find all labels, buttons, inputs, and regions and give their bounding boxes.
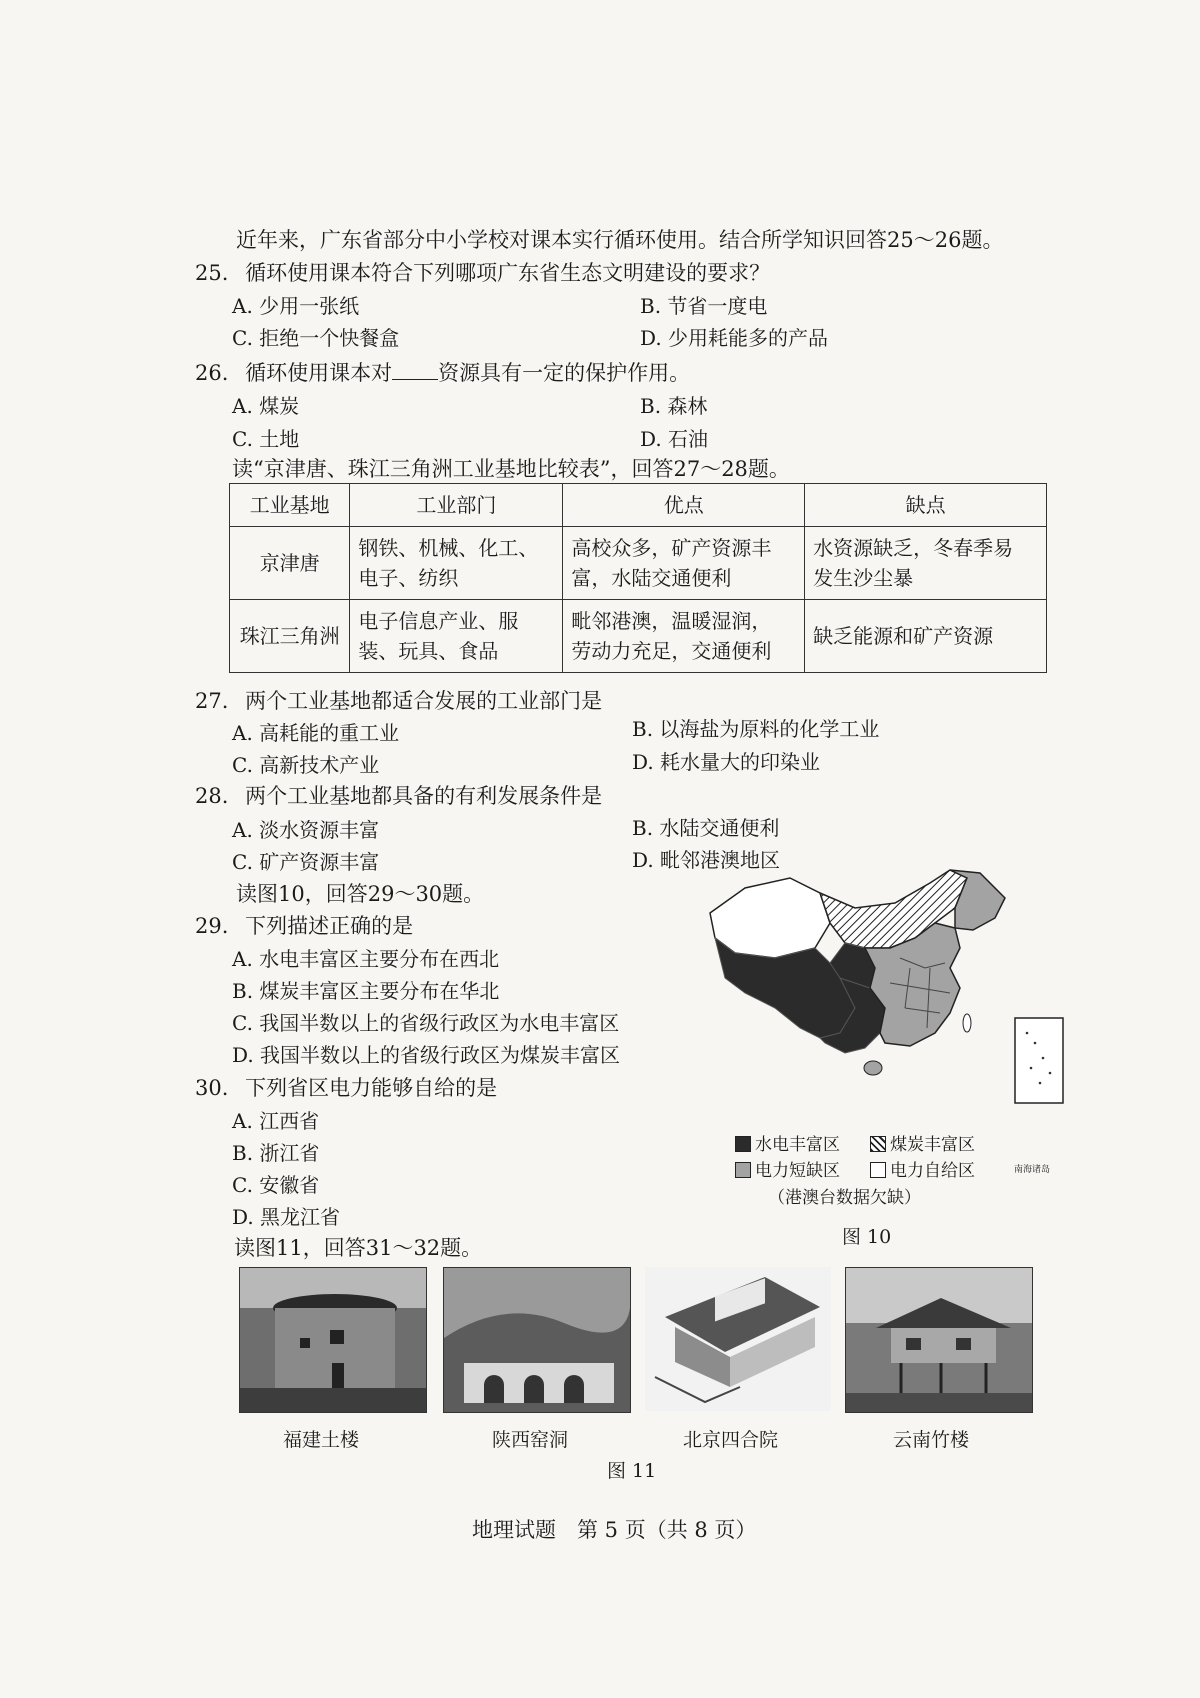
option-27d[interactable]: D. 耗水量大的印染业 bbox=[632, 750, 821, 774]
region-taiwan bbox=[963, 1014, 971, 1032]
question-stem-start: 循环使用课本对 bbox=[245, 361, 393, 385]
question-28 bbox=[195, 780, 602, 810]
legend-swatch bbox=[735, 1162, 751, 1178]
intro-31-32: 读图11，回答31～32题。 bbox=[234, 1236, 483, 1260]
table-header: 工业部门 bbox=[350, 484, 563, 527]
option-28c[interactable]: C. 矿产资源丰富 bbox=[232, 850, 380, 874]
option-28d[interactable]: D. 毗邻港澳地区 bbox=[632, 848, 781, 872]
table-row bbox=[230, 527, 1047, 600]
cell-line: 毗邻港澳，温暖湿润， bbox=[571, 609, 772, 633]
legend-label: 煤炭丰富区 bbox=[890, 1135, 975, 1155]
intro-29-30: 读图10，回答29～30题。 bbox=[236, 882, 485, 906]
photo-yunnan-bamboo-house bbox=[845, 1267, 1033, 1413]
option-25b[interactable]: B. 节省一度电 bbox=[640, 294, 768, 318]
question-number: 27. bbox=[195, 689, 229, 713]
cell-line: 水资源缺乏，冬春季易 bbox=[813, 536, 1014, 560]
legend-swatch bbox=[870, 1136, 886, 1152]
question-stem: 两个工业基地都适合发展的工业部门是 bbox=[245, 689, 603, 713]
answer-blank[interactable] bbox=[392, 361, 438, 380]
photo-shaanxi-cave bbox=[443, 1267, 631, 1413]
question-25 bbox=[195, 257, 770, 287]
option-27c[interactable]: C. 高新技术产业 bbox=[232, 753, 380, 777]
table-cell-sectors bbox=[350, 527, 563, 600]
legend-label: 水电丰富区 bbox=[755, 1135, 840, 1155]
intro-27-28: 读“京津唐、珠江三角洲工业基地比较表”，回答27～28题。 bbox=[232, 457, 790, 481]
legend-label: 电力短缺区 bbox=[755, 1161, 840, 1181]
option-25d[interactable]: D. 少用耗能多的产品 bbox=[640, 326, 829, 350]
legend-item-coal bbox=[870, 1130, 975, 1155]
option-30b[interactable]: B. 浙江省 bbox=[232, 1141, 320, 1165]
table-header: 缺点 bbox=[805, 484, 1047, 527]
cell-line: 劳动力充足，交通便利 bbox=[571, 639, 772, 663]
question-27 bbox=[195, 685, 602, 715]
option-26b[interactable]: B. 森林 bbox=[640, 394, 708, 418]
question-stem: 两个工业基地都具备的有利发展条件是 bbox=[245, 784, 603, 808]
bamboo-house-image bbox=[846, 1268, 1032, 1412]
option-25c[interactable]: C. 拒绝一个快餐盒 bbox=[232, 326, 400, 350]
cell-line: 发生沙尘暴 bbox=[813, 566, 914, 590]
legend-swatch bbox=[870, 1162, 886, 1178]
option-26d[interactable]: D. 石油 bbox=[640, 427, 709, 451]
question-stem: 下列省区电力能够自给的是 bbox=[245, 1076, 498, 1100]
photo-label: 北京四合院 bbox=[683, 1429, 779, 1451]
cell-line: 高校众多，矿产资源丰 bbox=[571, 536, 772, 560]
legend-item-shortage bbox=[735, 1156, 840, 1181]
question-number: 25. bbox=[195, 261, 229, 285]
option-27b[interactable]: B. 以海盐为原料的化学工业 bbox=[632, 717, 880, 741]
question-stem: 下列描述正确的是 bbox=[245, 914, 414, 938]
cell-line: 电子信息产业、服 bbox=[358, 609, 519, 633]
question-number: 28. bbox=[195, 784, 229, 808]
option-28a[interactable]: A. 淡水资源丰富 bbox=[232, 818, 380, 842]
table-header: 工业基地 bbox=[230, 484, 350, 527]
cell-line: 装、玩具、食品 bbox=[358, 639, 499, 663]
table-cell-sectors bbox=[350, 600, 563, 673]
cell-line: 电子、纺织 bbox=[358, 566, 459, 590]
question-29 bbox=[195, 910, 413, 940]
inset-label: 南海诸岛 bbox=[1014, 1165, 1051, 1175]
china-electricity-map bbox=[705, 868, 1065, 1118]
option-26a[interactable]: A. 煤炭 bbox=[232, 394, 300, 418]
figure-10-caption: 图 10 bbox=[842, 1226, 892, 1248]
table-row bbox=[230, 600, 1047, 673]
question-number: 26. bbox=[195, 361, 229, 385]
table-cell-base: 珠江三角洲 bbox=[230, 600, 350, 673]
cell-line: 钢铁、机械、化工、 bbox=[358, 536, 539, 560]
table-header: 优点 bbox=[563, 484, 805, 527]
legend-item-self bbox=[870, 1156, 975, 1181]
option-26c[interactable]: C. 土地 bbox=[232, 427, 300, 451]
industrial-base-table bbox=[229, 483, 1047, 673]
option-30a[interactable]: A. 江西省 bbox=[232, 1109, 320, 1133]
option-28b[interactable]: B. 水陆交通便利 bbox=[632, 816, 780, 840]
question-stem-end: 资源具有一定的保护作用。 bbox=[438, 361, 691, 385]
photo-beijing-siheyuan bbox=[645, 1267, 831, 1411]
question-30 bbox=[195, 1072, 497, 1102]
page-footer: 地理试题 第 5 页（共 8 页） bbox=[472, 1518, 757, 1542]
figure-11-caption: 图 11 bbox=[607, 1460, 657, 1482]
tulou-image bbox=[240, 1268, 426, 1412]
table-header-row bbox=[230, 484, 1047, 527]
photo-fujian-tulou bbox=[239, 1267, 427, 1413]
photo-label: 云南竹楼 bbox=[893, 1429, 970, 1451]
map-note: （港澳台数据欠缺） bbox=[768, 1188, 921, 1208]
question-stem: 循环使用课本符合下列哪项广东省生态文明建设的要求？ bbox=[245, 261, 771, 285]
option-25a[interactable]: A. 少用一张纸 bbox=[232, 294, 360, 318]
question-number: 29. bbox=[195, 914, 229, 938]
option-30d[interactable]: D. 黑龙江省 bbox=[232, 1205, 341, 1229]
table-cell-base: 京津唐 bbox=[230, 527, 350, 600]
cave-dwelling-image bbox=[444, 1268, 630, 1412]
option-29a[interactable]: A. 水电丰富区主要分布在西北 bbox=[232, 947, 500, 971]
cell-line: 缺乏能源和矿产资源 bbox=[813, 624, 994, 648]
table-cell-disadvantages bbox=[805, 600, 1047, 673]
photo-label: 陕西窑洞 bbox=[492, 1429, 569, 1451]
region-northwest bbox=[710, 878, 830, 958]
option-29c[interactable]: C. 我国半数以上的省级行政区为水电丰富区 bbox=[232, 1011, 620, 1035]
option-29b[interactable]: B. 煤炭丰富区主要分布在华北 bbox=[232, 979, 500, 1003]
question-26 bbox=[195, 357, 690, 387]
table-cell-disadvantages bbox=[805, 527, 1047, 600]
table-cell-advantages bbox=[563, 600, 805, 673]
legend-label: 电力自给区 bbox=[890, 1161, 975, 1181]
region-hainan bbox=[864, 1061, 882, 1075]
south-sea-inset bbox=[1015, 1018, 1063, 1103]
legend-swatch bbox=[735, 1136, 751, 1152]
question-number: 30. bbox=[195, 1076, 229, 1100]
intro-25-26: 近年来，广东省部分中小学校对课本实行循环使用。结合所学知识回答25～26题。 bbox=[236, 228, 1004, 252]
option-30c[interactable]: C. 安徽省 bbox=[232, 1173, 320, 1197]
siheyuan-image bbox=[645, 1267, 831, 1411]
photo-label: 福建土楼 bbox=[283, 1429, 360, 1451]
option-27a[interactable]: A. 高耗能的重工业 bbox=[232, 721, 400, 745]
legend-item-hydro bbox=[735, 1130, 840, 1155]
cell-line: 富，水陆交通便利 bbox=[571, 566, 732, 590]
table-cell-advantages bbox=[563, 527, 805, 600]
option-29d[interactable]: D. 我国半数以上的省级行政区为煤炭丰富区 bbox=[232, 1043, 621, 1067]
